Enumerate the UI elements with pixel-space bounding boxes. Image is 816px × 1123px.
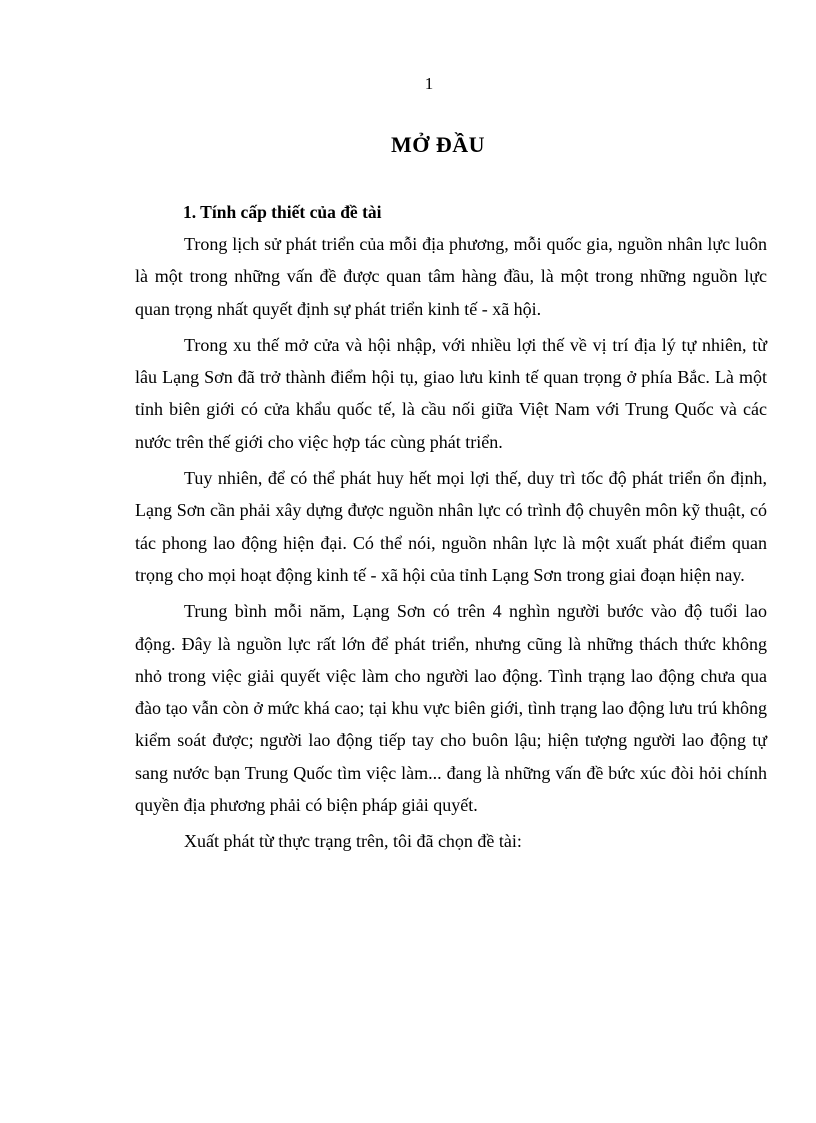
section-heading: 1. Tính cấp thiết của đề tài (183, 202, 382, 222)
paragraph-4: Trung bình mỗi năm, Lạng Sơn có trên 4 nghìn người bước vào độ tuổi lao động. Đây là nguồn lực rất lớn để phát triển, nhưng cũng là những thách thức không nhỏ trong việc giải quyết việc làm cho người lao động. Tình trạng lao động chưa qua đào tạo vẫn còn ở mức khá cao; tại khu vực biên giới, tình trạng lao động lưu trú không kiểm soát được; người lao động tiếp tay cho buôn lậu; hiện tượng người lao động tự sang nước bạn Trung Quốc tìm việc làm... đang là những vấn đề bức xúc đòi hỏi chính quyền địa phương phải có biện pháp giải quyết. (135, 601, 767, 816)
paragraph-3: Tuy nhiên, để có thể phát huy hết mọi lợi thế, duy trì tốc độ phát triển ổn định, Lạng Sơn cần phải xây dựng được nguồn nhân lực có trình độ chuyên môn kỹ thuật, có tác phong lao động hiện đại. Có thể nói, nguồn nhân lực là một xuất phát điểm quan trọng cho mọi hoạt động kinh tế - xã hội của tỉnh Lạng Sơn trong giai đoạn hiện nay. (135, 468, 767, 585)
paragraph-1: Trong lịch sử phát triển của mỗi địa phương, mỗi quốc gia, nguồn nhân lực luôn là một trong những vấn đề được quan tâm hàng đầu, là một trong những nguồn lực quan trọng nhất quyết định sự phát triển kinh tế - xã hội. (135, 234, 767, 319)
page-title: MỞ ĐẦU (390, 132, 486, 157)
paragraph-2: Trong xu thế mở cửa và hội nhập, với nhiều lợi thế về vị trí địa lý tự nhiên, từ lâu Lạng Sơn đã trở thành điểm hội tụ, giao lưu kinh tế quan trọng ở phía Bắc. Là một tỉnh biên giới có cửa khẩu quốc tế, là cầu nối giữa Việt Nam với Trung Quốc và các nước trên thế giới cho việc hợp tác cùng phát triển. (135, 334, 767, 452)
section-body (135, 196, 767, 862)
page-number: 1 (424, 74, 434, 93)
paragraph-5: Xuất phát từ thực trạng trên, tôi đã chọn đề tài: (184, 831, 522, 852)
